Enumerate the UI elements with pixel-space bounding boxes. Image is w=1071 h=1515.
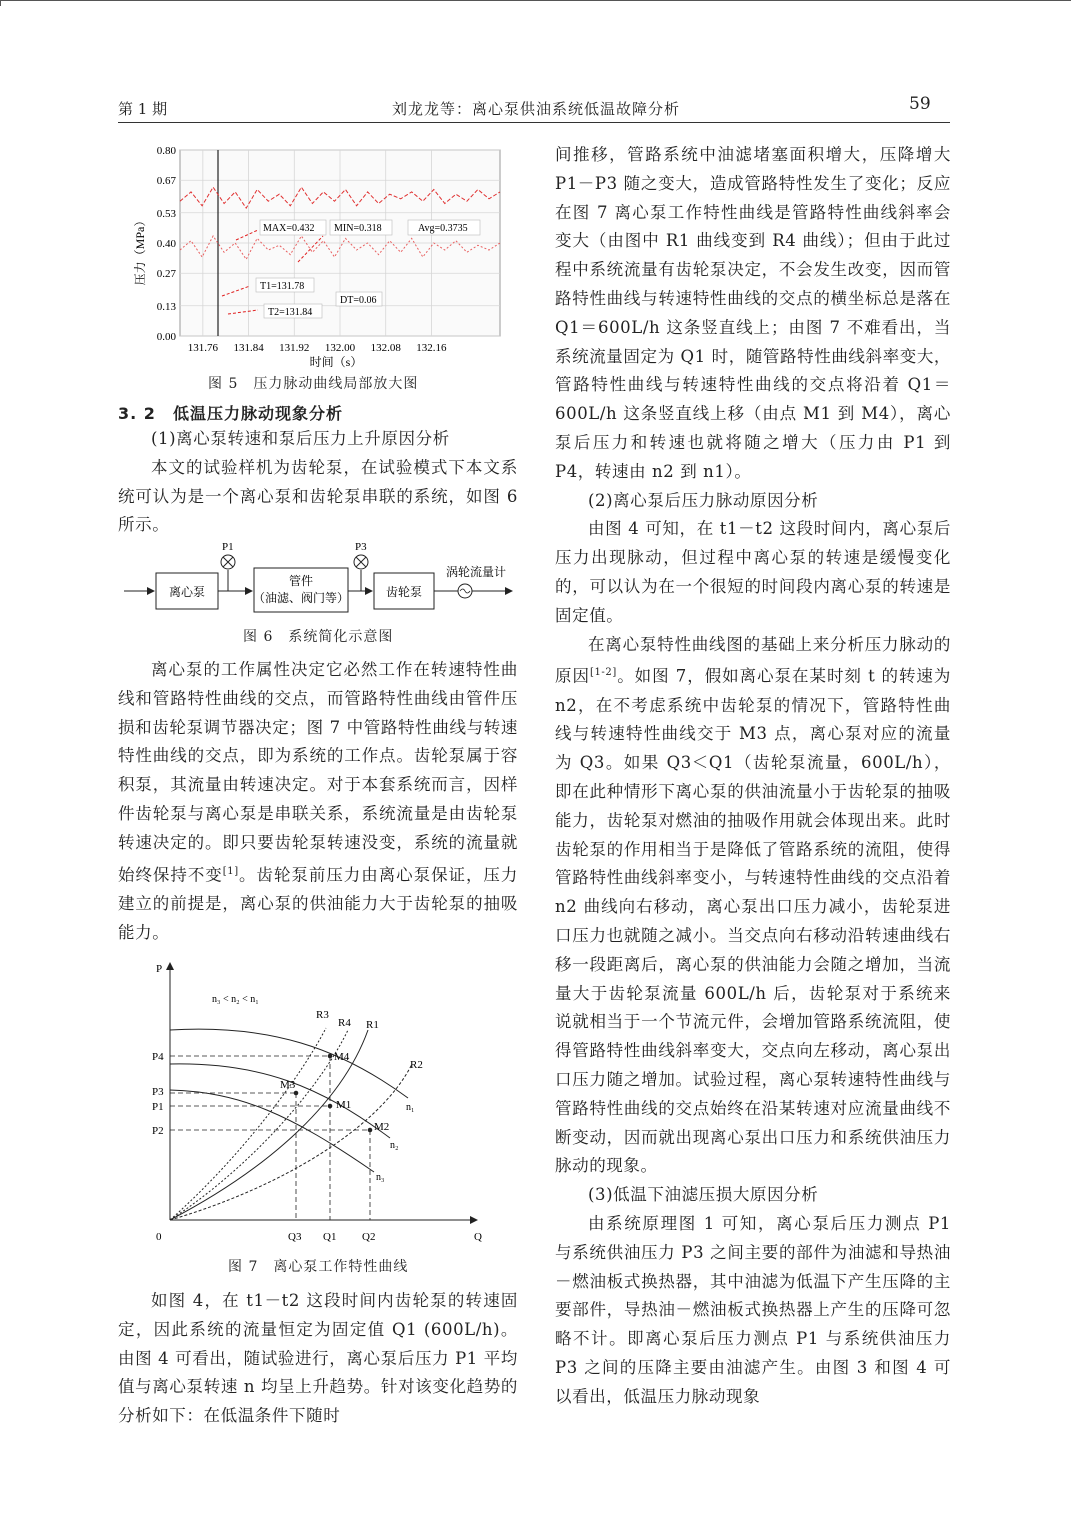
label-m3: M3: [280, 1079, 296, 1091]
point-m2: [368, 1128, 373, 1133]
flow-guides: [296, 1056, 370, 1220]
label-r2: R2: [410, 1059, 423, 1071]
box-centrifugal-pump-label: 离心泵: [168, 585, 206, 599]
annot-min: MIN=0.318: [334, 223, 382, 234]
label-p4: P4: [152, 1051, 164, 1063]
label-n2: n₂: [390, 1140, 399, 1151]
header-rule: [118, 122, 950, 123]
para-left-2: 离心泵的工作属性决定它必然工作在转速特性曲线和管路特性曲线的交点，而管路特性曲线由管件压损和齿轮泵调节器决定；图 7 中管路特性曲线与转速特性曲线的交点，即为系统的工作点。齿轮泵属于容积泵，其流量由转速决定。对于本套系统而言，因样件齿轮泵与离心泵是串联关系，系统流量是由齿轮泵转速决定的。即只要齿轮泵转速没变，系统的流量就始终保持不变[1]。齿轮泵前压力由离心泵保证，压力建立的前提是，离心泵的供油能力大于齿轮泵的抽吸能力。: [118, 660, 518, 942]
left-column-top: [118, 425, 518, 540]
x-tick-label: 131.84: [233, 342, 264, 354]
y-tick-label: 0.53: [156, 207, 176, 220]
figure-5-chart: [118, 140, 518, 370]
p1-label: P1: [222, 541, 234, 553]
x-tick-label: 131.92: [279, 342, 310, 354]
label-q3: Q3: [288, 1231, 302, 1243]
subheading-2: (2)离心泵后压力脉动原因分析: [588, 490, 819, 510]
subheading-3: (3)低温下油滤压损大原因分析: [588, 1185, 819, 1205]
curve-r3: [170, 1028, 326, 1220]
curve-r4: [170, 1030, 348, 1220]
para-left-3: 如图 4，在 t1－t2 这段时间内齿轮泵的转速固定，因此系统的流量恒定为固定值 Q1 (600L/h)。由图 4 可看出，随试验进行，离心泵后压力 P1 平均值与离心泵转速 n 均呈上升趋势。针对该变化趋势的分析如下：在低温条件下随时: [118, 1291, 518, 1426]
label-p3: P3: [152, 1086, 164, 1098]
section-number: 3. 2: [118, 404, 156, 423]
label-n3: n₃: [376, 1172, 385, 1183]
para-right-4: 由系统原理图 1 可知，离心泵后压力测点 P1 与系统供油压力 P3 之间主要的部件为油滤和导热油－燃油板式换热器，其中油滤为低温下产生压降的主要部件，导热油－燃油板式换热器上产生的压降可忽略不计。即离心泵后压力测点 P1 与系统供油压力 P3 之间的压降主要由油滤产生。由图 3 和图 4 可以看出，低温压力脉动现象: [555, 1213, 951, 1406]
box-pipeline-label-1: 管件: [288, 574, 314, 588]
x-tick-label: 131.76: [187, 342, 218, 354]
section-heading: [118, 401, 343, 424]
box-pipeline-label-2: （油滤、阀门等）: [252, 591, 350, 605]
label-p1: P1: [152, 1101, 164, 1113]
page-number: 59: [909, 94, 931, 114]
annot-avg: Avg=0.3735: [418, 223, 468, 234]
left-column-bottom: [118, 1287, 518, 1431]
flowmeter-label: 涡轮流量计: [446, 565, 507, 579]
figure-7-diagram: [140, 958, 500, 1248]
y-tick-label: 0.40: [156, 238, 176, 250]
figure-6-caption: 图 6 系统简化示意图: [243, 629, 394, 645]
y-tick-label: 0.80: [156, 145, 176, 157]
right-column: [555, 141, 951, 1412]
label-m2: M2: [374, 1121, 390, 1133]
x-axis-label: 时间（s）: [309, 355, 363, 369]
citation-2: [1-2]: [589, 667, 617, 679]
label-m4: M4: [334, 1051, 350, 1063]
x-tick-label: 132.16: [416, 342, 447, 354]
figure-7-caption: 图 7 离心泵工作特性曲线: [228, 1259, 409, 1275]
box-gear-pump-label: 齿轮泵: [385, 585, 423, 599]
speed-relation: n₃ < n₂ < n₁: [212, 994, 259, 1005]
subheading-1: (1)离心泵转速和泵后压力上升原因分析: [151, 429, 450, 448]
label-r3: R3: [316, 1009, 329, 1021]
page-border-top: [0, 0, 1071, 6]
label-p2: P2: [152, 1125, 164, 1137]
section-title: 低温压力脉动现象分析: [172, 404, 343, 423]
annot-t2: T2=131.84: [268, 307, 313, 318]
y-tick-labels: [157, 145, 177, 343]
origin-label: 0: [156, 1231, 162, 1243]
x-tick-label: 132.08: [370, 342, 401, 354]
p3-label: P3: [355, 541, 367, 553]
citation-1: [1]: [222, 865, 239, 877]
axis-p-label: P: [156, 963, 163, 975]
point-m3: [294, 1091, 299, 1096]
running-title: 刘龙龙等：离心泵供油系统低温故障分析: [392, 100, 681, 118]
para-right-3: 在离心泵特性曲线图的基础上来分析压力脉动的原因[1-2]。如图 7，假如离心泵在某时刻 t 的转速为 n2，在不考虑系统中齿轮泵的情况下，管路特性曲线与转速特性曲线交于 M3 点，离心泵对应的流量为 Q3。如果 Q3＜Q1（齿轮泵流量，600L/h），即在此种情形下离心泵的供油流量小于齿轮泵的抽吸能力，齿轮泵对燃油的抽吸作用就会体现出来。此时齿轮泵的作用相当于是降低了管路系统的流阻，使得管路特性曲线斜率变小，与转速特性曲线的交点沿着 n2 曲线向右移动，离心泵出口压力减小，齿轮泵进口压力也就随之减小。当交点向右移动沿转速曲线右移一段距离后，离心泵的供油能力会随之增加，当流量大于齿轮泵流量 600L/h 后，齿轮泵对于系统来说就相当于一个节流元件，会增加管路系统流阻，使得管路特性曲线斜率变大，交点向左移动，离心泵出口压力随之增加。试验过程，离心泵转速特性曲线与管路特性曲线的交点始终在沿某转速对应流量曲线不断变动，因而就出现离心泵出口压力和系统供油压力脉动的现象。: [555, 634, 951, 1176]
para-right-1: 间推移，管路系统中油滤堵塞面积增大，压降增大 P1－P3 随之变大，造成管路特性发生了变化；反应在图 7 离心泵工作特性曲线是管路特性曲线斜率会变大（由图中 R1 曲线变到 R4 曲线）；但由于此过程中系统流量有齿轮泵决定，不会发生改变，因而管路特性曲线与转速特性曲线的交点的横坐标总是落在 Q1＝600L/h 这条竖直线上；由图 7 不难看出，当系统流量固定为 Q1 时，随管路特性曲线斜率变大，管路特性曲线与转速特性曲线的交点将沿着 Q1＝600L/h 这条竖直线上移（由点 M1 到 M4），离心泵后压力和转速也就将随之增大（压力由 P1 到 P4，转速由 n2 到 n1）。: [555, 145, 952, 481]
y-tick-label: 0.27: [156, 268, 176, 281]
figure-5-caption: 图 5 压力脉动曲线局部放大图: [208, 376, 419, 392]
annot-t1: T1=131.78: [260, 281, 305, 292]
annot-dt: DT=0.06: [340, 295, 377, 306]
x-tick-label: 132.00: [324, 342, 356, 354]
pressure-guides: [170, 1056, 370, 1130]
label-n1: n₁: [406, 1102, 415, 1113]
x-tick-labels: [188, 342, 447, 354]
y-tick-label: 0.13: [156, 300, 176, 313]
label-m1: M1: [336, 1099, 352, 1111]
y-tick-label: 0.67: [156, 175, 176, 188]
annot-max: MAX=0.432: [263, 223, 315, 234]
y-tick-label: 0.00: [156, 331, 176, 343]
issue-label: 第 1 期: [118, 100, 168, 118]
point-m1: [328, 1104, 333, 1109]
axis-q-label: Q: [474, 1231, 482, 1243]
point-m4: [328, 1054, 333, 1059]
para-left-1: 本文的试验样机为齿轮泵，在试验模式下本文系统可认为是一个离心泵和齿轮泵串联的系统，如图 6 所示。: [118, 457, 518, 535]
label-q1: Q1: [323, 1231, 337, 1243]
y-axis-label: 压力（MPa）: [133, 214, 147, 286]
label-r1: R1: [366, 1019, 379, 1031]
para-right-2: 由图 4 可知，在 t1－t2 这段时间内，离心泵后压力出现脉动，但过程中离心泵的转速是缓慢变化的，可以认为在一个很短的时间段内离心泵的转速是固定值。: [555, 519, 951, 625]
left-column-mid: [118, 656, 518, 947]
figure-6-diagram: [118, 538, 518, 620]
label-q2: Q2: [362, 1231, 376, 1243]
curve-n2: [170, 1064, 390, 1138]
label-r4: R4: [338, 1017, 351, 1029]
